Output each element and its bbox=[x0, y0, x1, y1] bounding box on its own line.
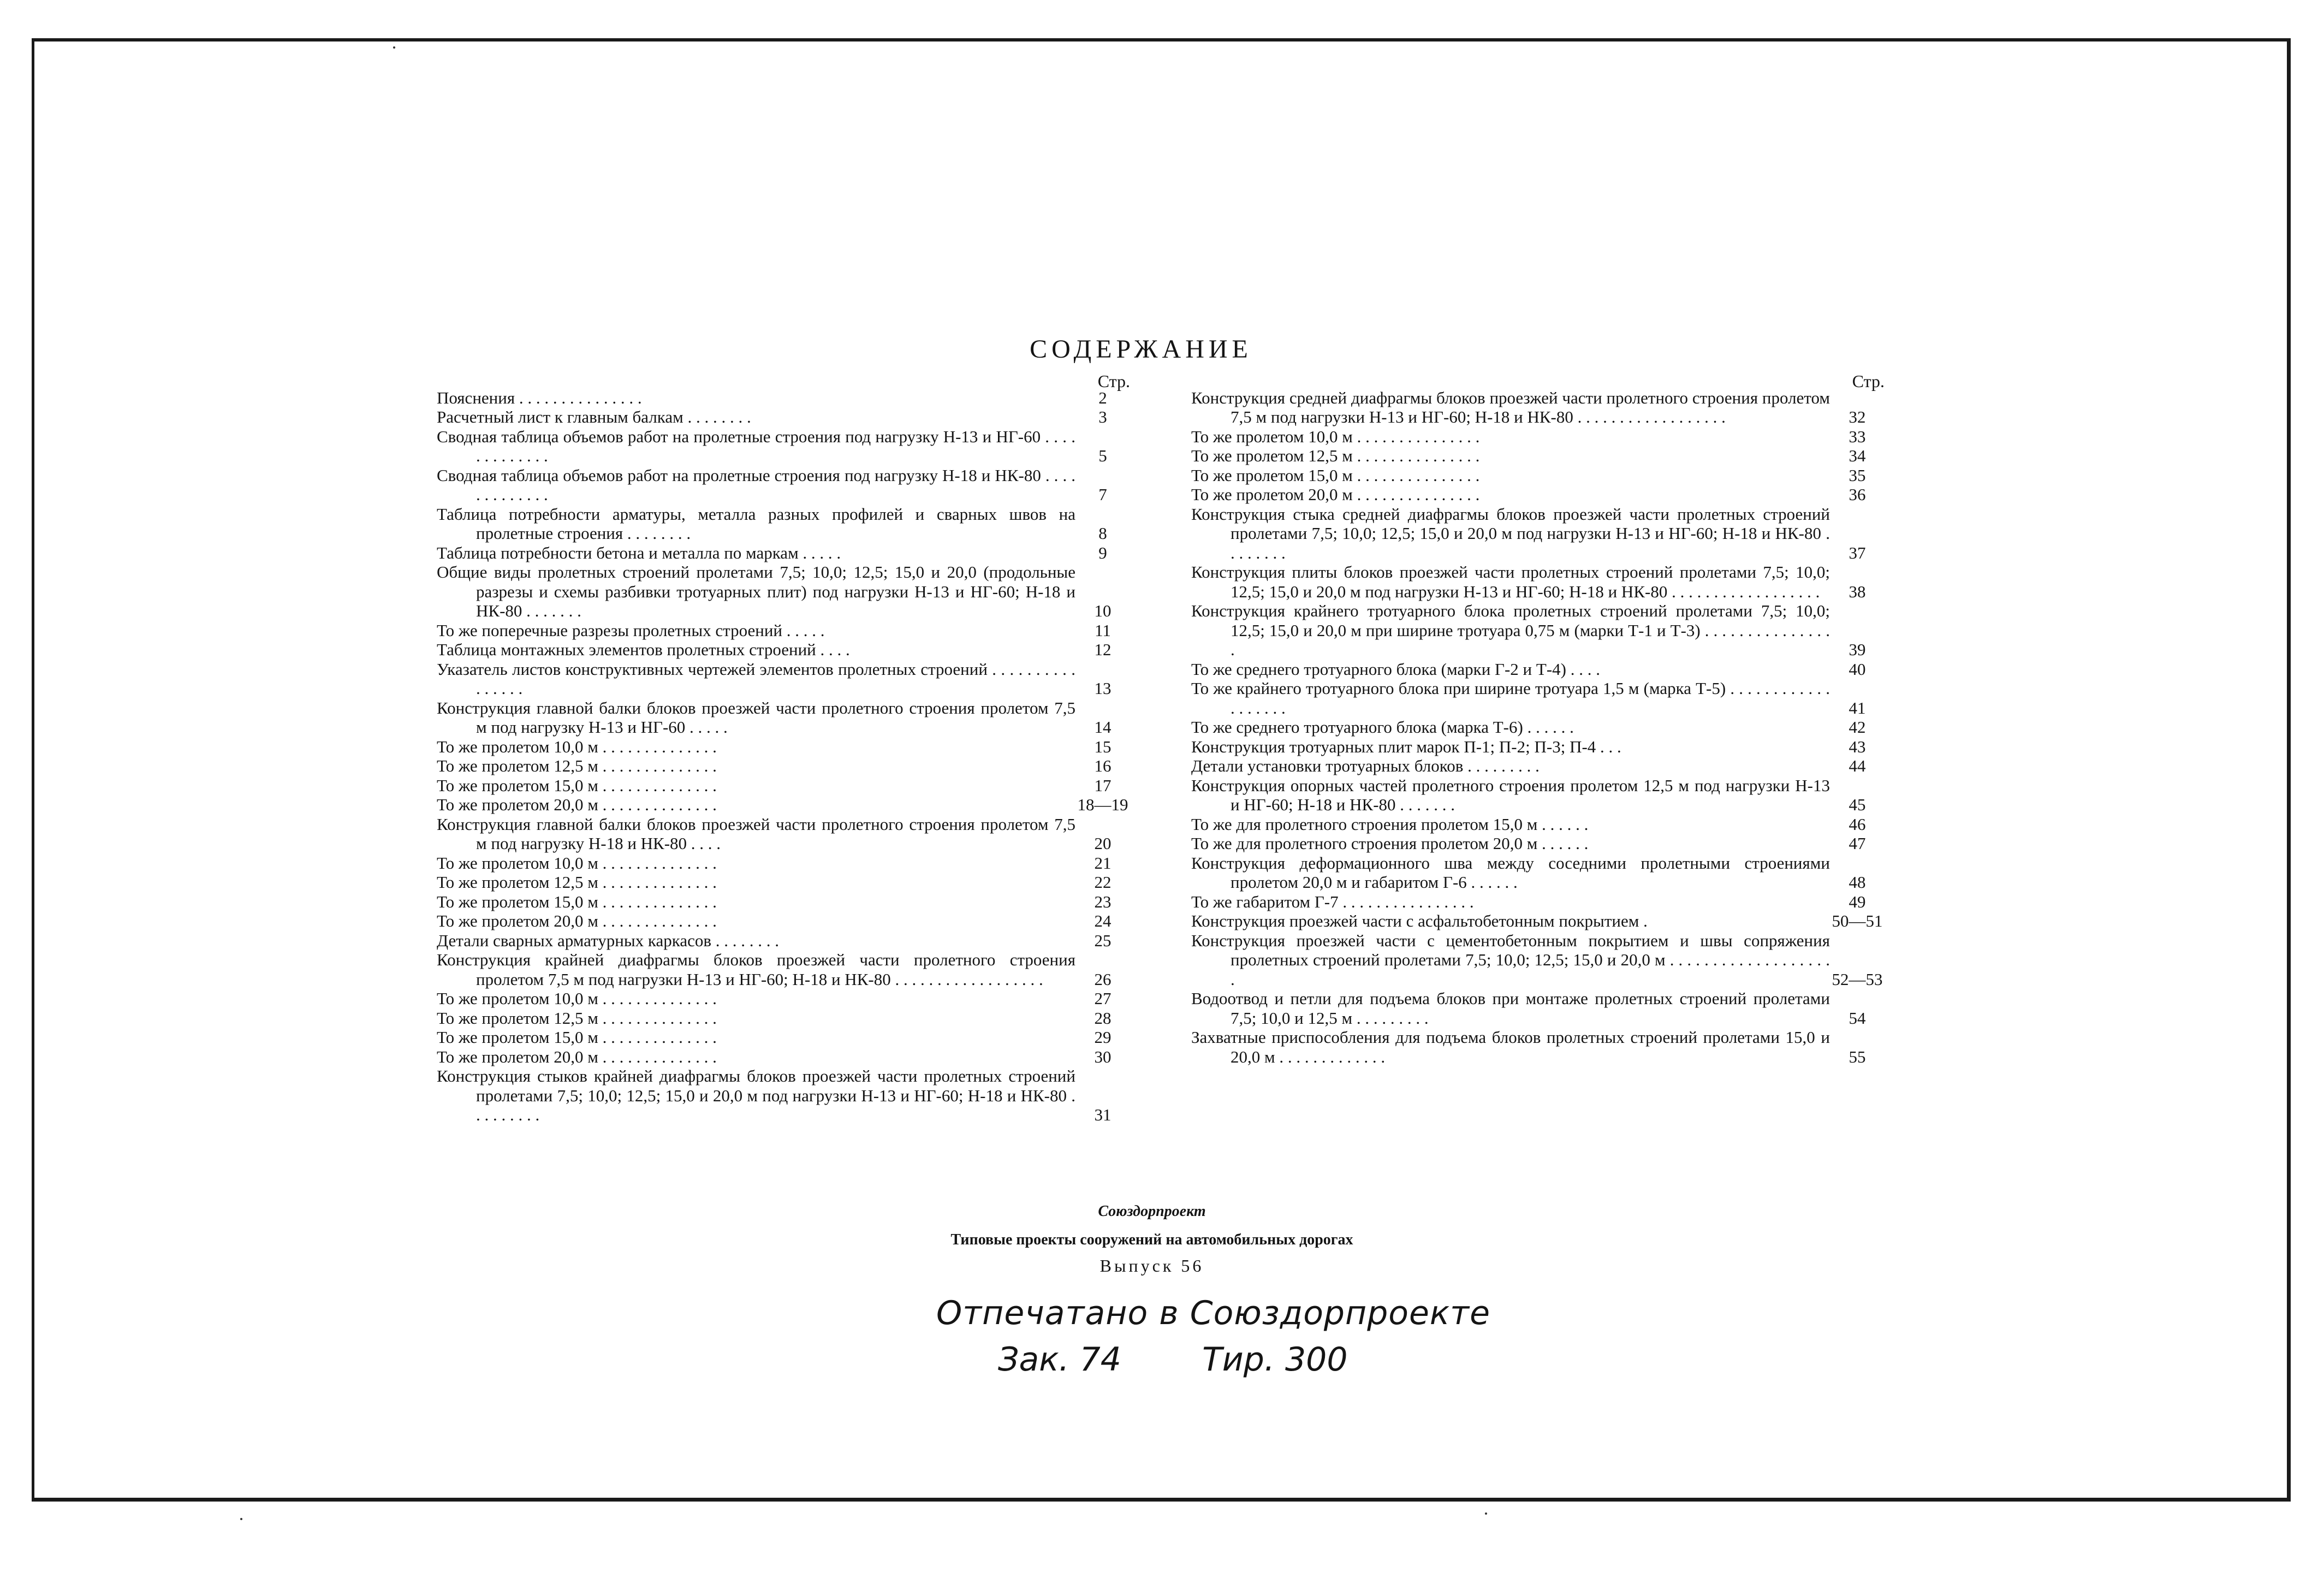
entry-title: Таблица потребности арматуры, металла разных профилей и сварных швов на пролетные строения . . . . . . . . bbox=[437, 504, 1075, 543]
entry-title: То же поперечные разрезы пролетных строений . . . . . bbox=[437, 620, 825, 640]
contents-entry bbox=[437, 660, 1130, 698]
contents-entry bbox=[437, 737, 1130, 757]
contents-list-right bbox=[1191, 388, 1885, 1067]
entry-title: Конструкция крайнего тротуарного блока пролетных строений пролетами 7,5; 10,0; 12,5; 15,0 и 20,0 м при ширине тротуара 0,75 м (марки Т-1 и Т-3) . . . . . . . . . . . . . . . . bbox=[1191, 601, 1830, 659]
contents-entry bbox=[1191, 776, 1885, 815]
entry-title: Конструкция крайней диафрагмы блоков проезжей части пролетного строения пролетом 7,5 м под нагрузки Н-13 и НГ-60; Н-18 и НК-80 . . . . . . . . . . . . . . . . . . bbox=[437, 950, 1075, 989]
contents-entry bbox=[437, 1008, 1130, 1028]
entry-title: То же пролетом 15,0 м . . . . . . . . . . . . . . bbox=[437, 775, 717, 795]
entry-page-number: 9 bbox=[1098, 543, 1107, 562]
order-number: Зак. 74 bbox=[998, 1340, 1121, 1379]
entry-title: Конструкция средней диафрагмы блоков проезжей части пролетного строения пролетом 7,5 м под нагрузки Н-13 и НГ-60; Н-18 и НК-80 . . . . . . . . . . . . . . . . . . bbox=[1191, 388, 1830, 426]
entry-title: Конструкция тротуарных плит марок П-1; П-2; П-3; П-4 . . . bbox=[1191, 737, 1621, 756]
contents-entry bbox=[437, 1066, 1130, 1125]
entry-title: То же крайнего тротуарного блока при ширине тротуара 1,5 м (марка Т-5) . . . . . . . . . . . . . . . . . . . bbox=[1191, 679, 1830, 717]
entry-page-number: 37 bbox=[1848, 543, 1866, 562]
contents-entry bbox=[1191, 446, 1885, 466]
entry-page-number: 36 bbox=[1848, 485, 1866, 504]
entry-page-number: 20 bbox=[1094, 834, 1112, 853]
print-stamp-details bbox=[998, 1340, 1489, 1379]
entry-page-number: 41 bbox=[1848, 698, 1866, 717]
contents-entry bbox=[1191, 466, 1885, 485]
page-column-header bbox=[437, 369, 1130, 391]
entry-title: Захватные приспособления для подъема блоков пролетных строений пролетами 15,0 и 20,0 м . . . . . . . . . . . . . bbox=[1191, 1028, 1830, 1066]
contents-entry bbox=[1191, 815, 1885, 834]
entry-page-number: 35 bbox=[1848, 465, 1866, 485]
contents-entry bbox=[437, 873, 1130, 892]
entry-page-number: 16 bbox=[1094, 756, 1112, 775]
contents-entry bbox=[1191, 737, 1885, 757]
page-column-header bbox=[1191, 369, 1885, 391]
contents-entry bbox=[437, 931, 1130, 951]
contents-entry bbox=[1191, 1028, 1885, 1066]
entry-title: То же среднего тротуарного блока (марки Г-2 и Т-4) . . . . bbox=[1191, 659, 1600, 679]
entry-page-number: 55 bbox=[1848, 1047, 1866, 1066]
entry-title: Конструкция проезжей части с цементобетонным покрытием и швы сопряжения пролетных строений пролетами 7,5; 10,0; 12,5; 15,0 и 20,0 м . . . . . . . . . . . . . . . . . . . . bbox=[1191, 930, 1830, 989]
entry-title: Общие виды пролетных строений пролетами 7,5; 10,0; 12,5; 15,0 и 20,0 (продольные разрезы и схемы разбивки тротуарных плит) под нагрузки Н-13 и НГ-60; Н-18 и НК-80 . . . . . . . bbox=[437, 562, 1075, 620]
entry-page-number: 46 bbox=[1848, 814, 1866, 834]
entry-page-number: 3 bbox=[1098, 407, 1107, 426]
entry-title: То же пролетом 15,0 м . . . . . . . . . . . . . . bbox=[437, 892, 717, 911]
issue-number: Выпуск 56 bbox=[1099, 1256, 1204, 1275]
entry-page-number: 32 bbox=[1848, 407, 1866, 426]
entry-page-number: 21 bbox=[1094, 853, 1112, 873]
entry-title: Водоотвод и петли для подъема блоков при монтаже пролетных строений пролетами 7,5; 10,0 и 12,5 м . . . . . . . . . bbox=[1191, 989, 1830, 1028]
entry-page-number: 13 bbox=[1094, 679, 1112, 698]
entry-title: То же пролетом 20,0 м . . . . . . . . . . . . . . bbox=[437, 795, 717, 814]
entry-title: То же для пролетного строения пролетом 20,0 м . . . . . . bbox=[1191, 834, 1589, 853]
entry-page-number: 8 bbox=[1098, 524, 1107, 543]
entry-title: То же пролетом 12,5 м . . . . . . . . . . . . . . bbox=[437, 756, 717, 775]
entry-page-number: 14 bbox=[1094, 717, 1112, 737]
entry-title: То же пролетом 10,0 м . . . . . . . . . . . . . . bbox=[437, 737, 717, 756]
contents-entry bbox=[1191, 679, 1885, 717]
entry-page-number: 50—51 bbox=[1832, 911, 1883, 930]
entry-page-number: 26 bbox=[1094, 969, 1112, 989]
contents-entry bbox=[1191, 562, 1885, 601]
entry-page-number: 11 bbox=[1095, 620, 1111, 640]
contents-entry bbox=[1191, 427, 1885, 447]
contents-entry bbox=[437, 562, 1130, 621]
contents-entry bbox=[1191, 911, 1885, 931]
entry-title: Детали установки тротуарных блоков . . . . . . . . . bbox=[1191, 756, 1540, 775]
entry-page-number: 2 bbox=[1098, 388, 1107, 407]
entry-title: То же среднего тротуарного блока (марка Т-6) . . . . . . bbox=[1191, 717, 1574, 737]
entry-title: Конструкция опорных частей пролетного строения пролетом 12,5 м под нагрузки Н-13 и НГ-60; Н-18 и НК-80 . . . . . . . bbox=[1191, 775, 1830, 814]
entry-title: Расчетный лист к главным балкам . . . . . . . . bbox=[437, 407, 751, 426]
contents-right-column bbox=[1191, 369, 1885, 1066]
entry-title: Конструкция главной балки блоков проезжей части пролетного строения пролетом 7,5 м под нагрузку Н-18 и НК-80 . . . . bbox=[437, 814, 1075, 853]
entry-title: Конструкция главной балки блоков проезжей части пролетного строения пролетом 7,5 м под нагрузку Н-13 и НГ-60 . . . . . bbox=[437, 698, 1075, 737]
entry-page-number: 27 bbox=[1094, 989, 1112, 1008]
entry-title: То же пролетом 10,0 м . . . . . . . . . . . . . . bbox=[437, 989, 717, 1008]
entry-title: Конструкция стыков крайней диафрагмы блоков проезжей части пролетных строений пролетами 7,5; 10,0; 12,5; 15,0 и 20,0 м под нагрузки Н-13 и НГ-60; Н-18 и НК-80 . . . . . . . . . bbox=[437, 1066, 1075, 1124]
page-column-label: Стр. bbox=[1852, 371, 1885, 391]
contents-entry bbox=[437, 911, 1130, 931]
entry-page-number: 31 bbox=[1094, 1105, 1112, 1124]
contents-entry bbox=[437, 776, 1130, 796]
contents-entry bbox=[437, 892, 1130, 912]
scan-speck bbox=[393, 46, 395, 49]
entry-page-number: 18—19 bbox=[1077, 795, 1128, 814]
entry-title: То же пролетом 20,0 м . . . . . . . . . . . . . . . bbox=[1191, 485, 1480, 504]
contents-entry bbox=[1191, 834, 1885, 853]
entry-title: Сводная таблица объемов работ на пролетные строения под нагрузку Н-18 и НК-80 . . . . . . . . . . . . . bbox=[437, 465, 1075, 504]
entry-page-number: 24 bbox=[1094, 911, 1112, 930]
entry-page-number: 40 bbox=[1848, 659, 1866, 679]
entry-page-number: 48 bbox=[1848, 873, 1866, 892]
entry-title: То же пролетом 10,0 м . . . . . . . . . . . . . . . bbox=[1191, 426, 1480, 446]
entry-page-number: 52—53 bbox=[1832, 969, 1883, 989]
contents-entry bbox=[437, 950, 1130, 989]
contents-entry bbox=[1191, 989, 1885, 1028]
contents-entry bbox=[437, 989, 1130, 1008]
entry-title: Таблица потребности бетона и металла по маркам . . . . . bbox=[437, 543, 841, 562]
entry-title: Пояснения . . . . . . . . . . . . . . . bbox=[437, 388, 642, 407]
entry-title: То же пролетом 10,0 м . . . . . . . . . . . . . . bbox=[437, 853, 717, 873]
scan-speck bbox=[1485, 1512, 1487, 1515]
entry-title: То же пролетом 20,0 м . . . . . . . . . . . . . . bbox=[437, 911, 717, 930]
entry-title: Конструкция стыка средней диафрагмы блоков проезжей части пролетных строений пролетами 7,5; 10,0; 12,5; 15,0 и 20,0 м под нагрузки Н-13 и НГ-60; Н-18 и НК-80 . . . . . . . . bbox=[1191, 504, 1830, 562]
contents-entry bbox=[437, 698, 1130, 737]
entry-page-number: 10 bbox=[1094, 601, 1112, 620]
entry-page-number: 28 bbox=[1094, 1008, 1112, 1028]
contents-entry bbox=[1191, 485, 1885, 505]
entry-title: То же пролетом 12,5 м . . . . . . . . . . . . . . . bbox=[1191, 446, 1480, 465]
print-stamp-line: Отпечатано в Союздорпроекте bbox=[936, 1294, 1491, 1332]
entry-page-number: 7 bbox=[1098, 485, 1107, 504]
contents-entry bbox=[437, 853, 1130, 873]
contents-entry bbox=[1191, 853, 1885, 892]
entry-page-number: 42 bbox=[1848, 717, 1866, 737]
contents-entry bbox=[437, 388, 1130, 408]
contents-left-column bbox=[437, 369, 1130, 1125]
page-title: СОДЕРЖАНИЕ bbox=[1030, 335, 1252, 364]
contents-entry bbox=[437, 466, 1130, 505]
entry-title: Сводная таблица объемов работ на пролетные строения под нагрузку Н-13 и НГ-60 . . . . . . . . . . . . . bbox=[437, 426, 1075, 465]
entry-page-number: 23 bbox=[1094, 892, 1112, 911]
contents-entry bbox=[1191, 388, 1885, 427]
page-column-label: Стр. bbox=[1097, 371, 1130, 391]
entry-title: То же пролетом 12,5 м . . . . . . . . . . . . . . bbox=[437, 1008, 717, 1028]
entry-title: То же для пролетного строения пролетом 15,0 м . . . . . . bbox=[1191, 814, 1589, 834]
entry-title: Конструкция плиты блоков проезжей части пролетных строений пролетами 7,5; 10,0; 12,5; 15,0 и 20,0 м под нагрузки Н-13 и НГ-60; Н-18 и НК-80 . . . . . . . . . . . . . . . . . . bbox=[1191, 562, 1830, 601]
page-border bbox=[32, 38, 2291, 1502]
entry-page-number: 34 bbox=[1848, 446, 1866, 465]
scan-speck bbox=[240, 1518, 242, 1520]
entry-page-number: 44 bbox=[1848, 756, 1866, 775]
entry-page-number: 43 bbox=[1848, 737, 1866, 756]
contents-entry bbox=[437, 1028, 1130, 1047]
entry-page-number: 39 bbox=[1848, 640, 1866, 659]
contents-entry bbox=[437, 543, 1130, 563]
contents-entry bbox=[1191, 660, 1885, 679]
contents-entry bbox=[1191, 931, 1885, 989]
entry-title: Конструкция деформационного шва между соседними пролетными строениями пролетом 20,0 м и габаритом Г-6 . . . . . . bbox=[1191, 853, 1830, 892]
entry-title: То же пролетом 12,5 м . . . . . . . . . . . . . . bbox=[437, 873, 717, 892]
contents-entry bbox=[1191, 601, 1885, 660]
entry-page-number: 15 bbox=[1094, 737, 1112, 756]
contents-entry bbox=[437, 815, 1130, 853]
entry-page-number: 47 bbox=[1848, 834, 1866, 853]
contents-entry bbox=[437, 621, 1130, 640]
entry-title: То же пролетом 15,0 м . . . . . . . . . . . . . . . bbox=[1191, 465, 1480, 485]
entry-title: Указатель листов конструктивных чертежей элементов пролетных строений . . . . . . . . . . . . . . . . bbox=[437, 659, 1075, 698]
entry-page-number: 17 bbox=[1094, 775, 1112, 795]
contents-entry bbox=[437, 1047, 1130, 1067]
entry-page-number: 22 bbox=[1094, 873, 1112, 892]
contents-entry bbox=[437, 795, 1130, 815]
entry-title: То же пролетом 15,0 м . . . . . . . . . . . . . . bbox=[437, 1028, 717, 1047]
print-run: Тир. 300 bbox=[1202, 1340, 1348, 1379]
contents-entry bbox=[437, 427, 1130, 466]
contents-entry bbox=[1191, 756, 1885, 776]
contents-list-left bbox=[437, 388, 1130, 1125]
organization-name: Союздорпроект bbox=[1098, 1203, 1206, 1220]
entry-page-number: 49 bbox=[1848, 892, 1866, 911]
entry-page-number: 29 bbox=[1094, 1028, 1112, 1047]
contents-entry bbox=[1191, 505, 1885, 563]
contents-entry bbox=[1191, 717, 1885, 737]
entry-page-number: 54 bbox=[1848, 1008, 1866, 1028]
entry-page-number: 45 bbox=[1848, 795, 1866, 814]
entry-page-number: 5 bbox=[1098, 446, 1107, 465]
entry-title: То же пролетом 20,0 м . . . . . . . . . . . . . . bbox=[437, 1047, 717, 1066]
entry-page-number: 30 bbox=[1094, 1047, 1112, 1066]
contents-entry bbox=[437, 505, 1130, 543]
entry-title: Детали сварных арматурных каркасов . . . . . . . . bbox=[437, 930, 780, 950]
contents-entry bbox=[437, 640, 1130, 660]
contents-entry bbox=[437, 756, 1130, 776]
entry-title: То же габаритом Г-7 . . . . . . . . . . . . . . . . bbox=[1191, 892, 1474, 911]
entry-page-number: 33 bbox=[1848, 426, 1866, 446]
contents-entry bbox=[437, 407, 1130, 427]
entry-page-number: 38 bbox=[1848, 582, 1866, 601]
entry-page-number: 12 bbox=[1094, 640, 1112, 659]
entry-title: Таблица монтажных элементов пролетных строений . . . . bbox=[437, 640, 850, 659]
entry-page-number: 25 bbox=[1094, 930, 1112, 950]
series-title: Типовые проекты сооружений на автомобильных дорогах bbox=[950, 1231, 1353, 1248]
entry-title: Конструкция проезжей части с асфальтобетонным покрытием . bbox=[1191, 911, 1648, 930]
contents-entry bbox=[1191, 892, 1885, 912]
